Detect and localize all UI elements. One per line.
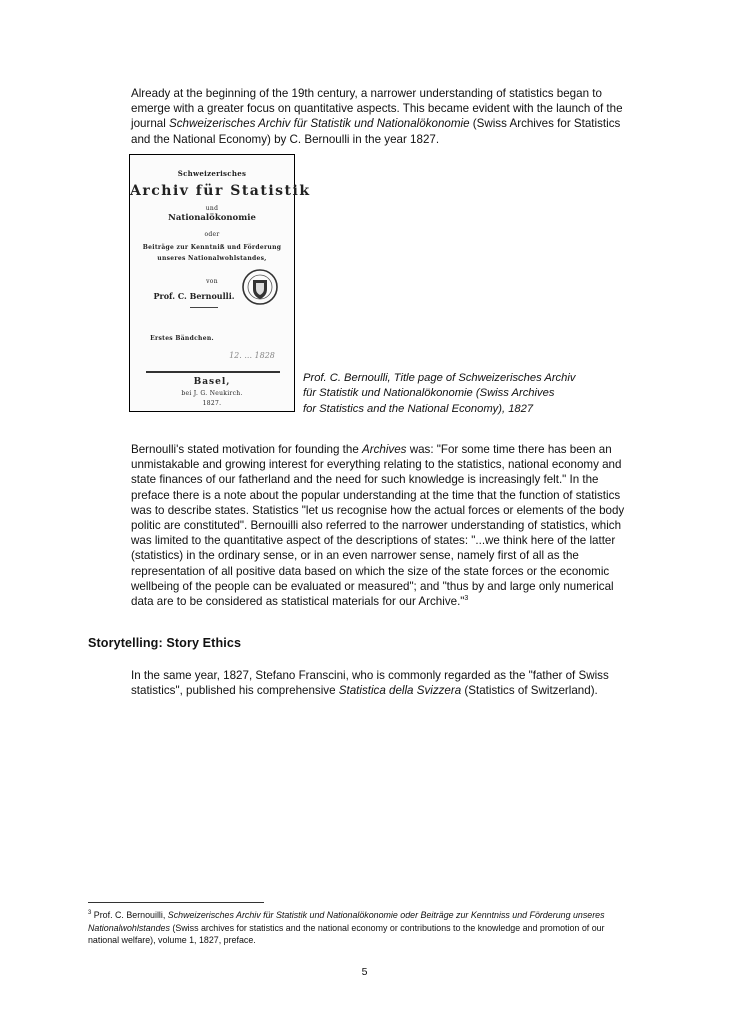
title-page-line: unseres Nationalwohlstandes, [157,255,267,262]
title-page-line: Basel, [193,377,231,387]
title-page-line: Archiv für Statistik [130,183,311,199]
footnote-divider [88,902,264,903]
work-title: Statistica della Svizzera [338,684,462,698]
footnote-reference[interactable]: 3 [464,595,469,603]
motivation-text-pre: Bernoulli's stated motivation for founding the [131,443,363,456]
title-page-line: bei J. G. Neukirch. [181,390,243,397]
intro-text-post: (Swiss Archives for Statistics and the National Economy) by C. Bernoulli in the year 1827. [131,117,621,146]
franscini-text-post: (Statistics of Switzerland). [461,684,598,698]
title-page-line: Erstes Bändchen. [150,335,214,342]
title-page-line: Nationalökonomie [168,213,256,223]
franscini-paragraph [131,668,631,698]
image-caption [303,371,603,417]
seal-stamp-icon [241,267,279,307]
caption-line: für Statistik und Nationalökonomie (Swiss Archives [303,387,555,400]
caption-line: Prof. C. Bernoulli, Title page of Schweizerisches Archiv [303,372,576,384]
footnote-number: 3 [88,910,92,917]
archives-term: Archives [362,443,407,456]
title-page-image [129,154,311,412]
page-number: 5 [361,966,368,978]
footnote-text-post: (Swiss archives for statistics and the national economy or contributions to the knowledge and promotion of our national welfare), volume 1, 1827, preface. [88,922,605,946]
journal-title: Schweizerisches Archiv für Statistik und Nationalökonomie [169,117,470,131]
title-page-line: oder [204,231,220,238]
title-page-rule [146,371,280,373]
caption-line: for Statistics and the National Economy), 1827 [303,402,534,415]
motivation-paragraph [131,442,631,609]
section-heading: Storytelling: Story Ethics [88,636,242,650]
title-page-line: 1827. [202,400,222,407]
handwritten-note: 12. ... 1828 [229,351,275,360]
title-page-line: von [206,278,218,285]
intro-text-pre: Already at the beginning of the 19th century, a narrower understanding of statistics began to emerge with a greater focus on quantitative aspects. This became evident with the launch of the journal [131,87,623,131]
intro-paragraph [131,86,631,147]
title-page-line: und [205,205,219,212]
footnote [88,909,633,947]
motivation-text-post: was: "For some time there has been an unmistakable and growing interest for everything relating to the statistics, national economy and state finances of our fatherland and the need for such knowledge is increasingly felt." In the preface there is a note about the popular understanding at the time that the function of statistics was to describe states. Statistics "let us recognise how the actual forces or elements of the body politic are constituted". Bernouilli also referred to the narrower understanding of statistics, which was limited to the quantitative aspect of the descriptions of states: "...we think here of the latter (statistics) in the ordinary sense, or in an even narrower sense, namely first of all as the representation of all positive data based on which the size of the state forces or the economic wellbeing of the people can be evaluated or measured"; and "thus by and large only numerical data are to be considered as statistical materials for our Archive." [131,443,625,609]
footnote-title: Schweizerisches Archiv für Statistik und Nationalökonomie oder Beiträge zur Kenntniss und Förderung unseres Nationalwohlstandes [88,910,605,933]
title-page-line: Beiträge zur Kenntniß und Förderung [142,244,282,251]
title-page-line: Schweizerisches [177,169,247,178]
footnote-text-pre: Prof. C. Bernouilli, [91,910,168,920]
franscini-text-pre: In the same year, 1827, Stefano Franscini, who is commonly regarded as the "father of Swiss statistics", published his comprehensive [131,669,609,698]
title-page-line: Prof. C. Bernoulli. [153,291,235,301]
title-page-rule [190,307,218,308]
